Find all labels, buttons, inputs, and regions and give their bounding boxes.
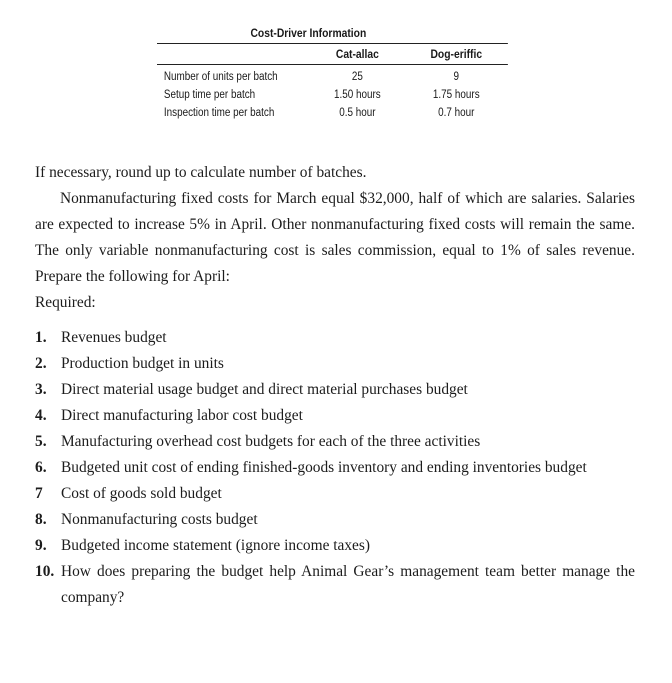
item-number: 2. <box>35 355 47 372</box>
item-number: 1. <box>35 329 47 346</box>
list-item <box>35 481 635 507</box>
round-note: If necessary, round up to calculate number of batches. <box>35 164 367 181</box>
row-cat-value: 0.5 hour <box>339 107 376 119</box>
item-number: 9. <box>35 537 47 554</box>
requirements-list <box>35 325 635 611</box>
item-text: Budgeted unit cost of ending finished-goods inventory and ending inventories budget <box>61 459 587 476</box>
item-number: 3. <box>35 381 47 398</box>
table-header-row <box>157 44 508 64</box>
problem-text <box>35 160 635 611</box>
row-dog-value: 9 <box>453 71 460 83</box>
header-blank <box>157 44 310 64</box>
row-label: Inspection time per batch <box>163 107 275 119</box>
item-text: Direct manufacturing labor cost budget <box>61 407 303 424</box>
row-label: Setup time per batch <box>163 89 256 101</box>
item-text: Cost of goods sold budget <box>61 485 222 502</box>
item-number: 5. <box>35 433 47 450</box>
item-number: 10. <box>35 563 55 580</box>
item-number: 4. <box>35 407 47 424</box>
item-text: Revenues budget <box>61 329 167 346</box>
list-item <box>35 403 635 429</box>
row-dog-value: 0.7 hour <box>438 107 475 119</box>
header-dog-eriffic: Dog-eriffic <box>430 47 483 61</box>
table-row <box>157 68 508 86</box>
list-item <box>35 377 635 403</box>
item-text: Budgeted income statement (ignore income taxes) <box>61 537 370 554</box>
row-dog-value: 1.75 hours <box>432 89 480 101</box>
list-item <box>35 429 635 455</box>
row-label: Number of units per batch <box>163 71 278 83</box>
item-number: 7 <box>35 485 43 502</box>
list-item <box>35 533 635 559</box>
header-cat-allac: Cat-allac <box>335 47 379 61</box>
table-title: Cost-Driver Information <box>250 26 367 40</box>
item-text: Nonmanufacturing costs budget <box>61 511 258 528</box>
row-cat-value: 25 <box>351 71 363 83</box>
item-number: 6. <box>35 459 47 476</box>
item-number: 8. <box>35 511 47 528</box>
list-item <box>35 351 635 377</box>
cost-paragraph: Nonmanufacturing fixed costs for March equal $32,000, half of which are salaries. Salaries are expected to increase 5% in April. Other nonmanufacturing fixed costs will remain the same. The only variable nonmanufacturing cost is sales commission, equal to 1% of sales revenue. Prepare the following for April: <box>35 190 635 285</box>
item-text: Production budget in units <box>61 355 224 372</box>
list-item <box>35 325 635 351</box>
table-row <box>157 86 508 104</box>
item-text: How does preparing the budget help Animal Gear’s management team better manage the company? <box>61 563 635 606</box>
row-cat-value: 1.50 hours <box>333 89 381 101</box>
item-text: Direct material usage budget and direct material purchases budget <box>61 381 468 398</box>
list-item <box>35 507 635 533</box>
list-item <box>35 455 635 481</box>
item-text: Manufacturing overhead cost budgets for each of the three activities <box>61 433 481 450</box>
required-heading: Required: <box>35 294 96 311</box>
table-row <box>157 104 508 122</box>
cost-driver-table <box>157 24 508 122</box>
list-item <box>35 559 635 611</box>
